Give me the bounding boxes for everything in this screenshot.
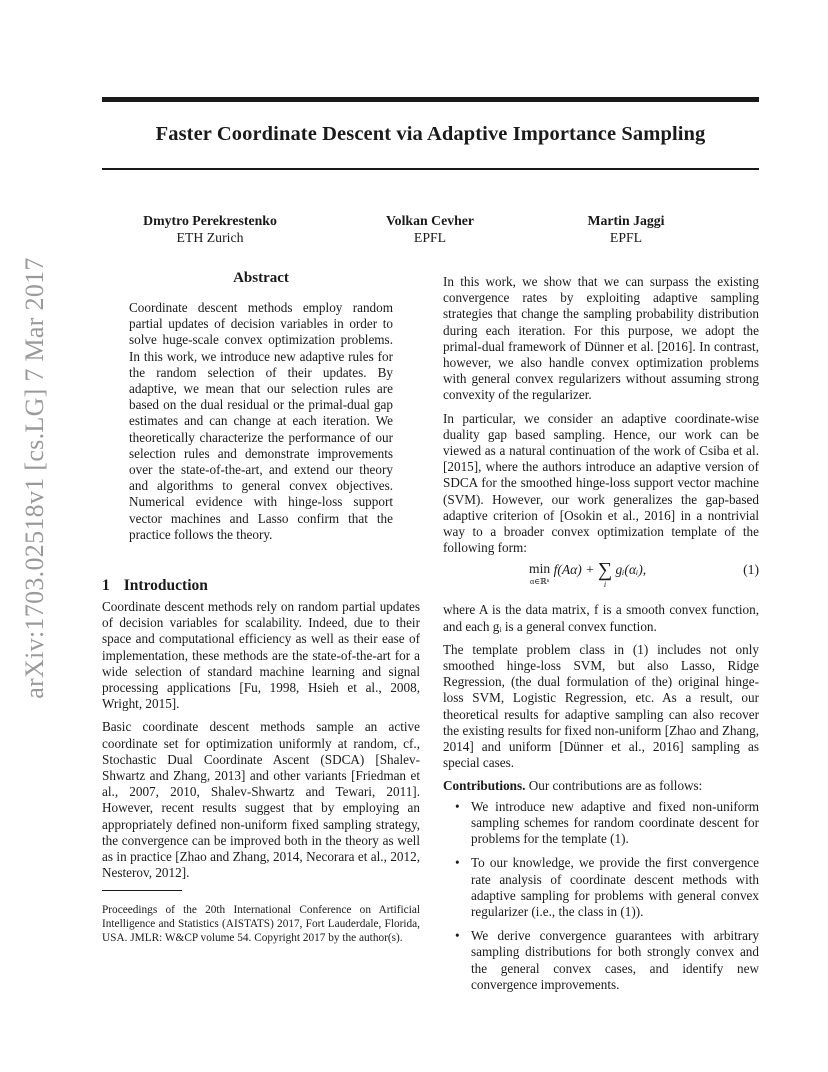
equation-number: (1) bbox=[743, 562, 759, 578]
right-paragraph-4: The template problem class in (1) includes not only smoothed hinge-loss SVM, but also Lasso, Ridge Regression, (the dual formulation of the) original hinge-loss SVM, Logistic Regression, etc. As a result, our theoretical results for adaptive sampling can also recover the existing results for fixed non-uniform [Zhao and Zhang, 2014] and uniform [Dünner et al., 2016] sampling as special cases. bbox=[443, 641, 759, 771]
sum-operator bbox=[597, 559, 613, 591]
min-label: min bbox=[529, 561, 551, 577]
title-bottom-rule bbox=[102, 168, 759, 170]
author-block-3 bbox=[536, 212, 716, 246]
equation-1 bbox=[443, 556, 759, 602]
author-affiliation: EPFL bbox=[413, 230, 447, 245]
bullet-icon: • bbox=[455, 798, 460, 814]
right-paragraph-2: In particular, we consider an adaptive coordinate-wise duality gap based sampling. Hence, our work can be viewed as a natural continuation of the work of Csiba et al. [2015], where the authors introduce an adaptive version of SDCA for the smoothed hinge-loss support vector machine (SVM). However, our work generalizes the gap-based adaptive criterion of [Osokin et al., 2016] in a nontrivial way to a broader convex optimization template of the following form: bbox=[443, 410, 759, 556]
right-column bbox=[443, 274, 759, 1001]
min-operator bbox=[529, 562, 550, 588]
list-item bbox=[455, 928, 759, 993]
intro-paragraph-1: Coordinate descent methods rely on random partial updates of decision variables for scalability. Indeed, due to their space and computational efficiency as well as their ease of implementation, these methods are the state-of-the-art for a wide selection of standard machine learning and signal processing applications [Fu, 1998, Hsieh et al., 2008, Wright, 2015]. bbox=[102, 599, 420, 712]
abstract-text: Coordinate descent methods employ random partial updates of decision variables in order to solve huge-scale convex optimization problems. In this work, we introduce new adaptive rules for the random selection of their updates. By adaptive, we mean that our selection rules are based on the dual residual or the primal-dual gap estimates and can change at each iteration. We theoretically characterize the performance of our selection rules and demonstrate improvements over the state-of-the-art, and extend our theory and algorithms to general convex objectives. Numerical evidence with hinge-loss support vector machines and Lasso confirm that the practice follows the theory. bbox=[129, 300, 393, 542]
arxiv-sidebar bbox=[20, 257, 50, 699]
list-item bbox=[455, 855, 759, 920]
arxiv-identifier: arXiv:1703.02518v1 [cs.LG] 7 Mar 2017 bbox=[20, 257, 49, 699]
section-heading bbox=[102, 577, 420, 595]
contributions-paragraph bbox=[443, 778, 759, 794]
sum-subscript: i bbox=[603, 580, 607, 590]
footnote-text: Proceedings of the 20th International Conference on Artificial Intelligence and Statistics (AISTATS) 2017, Fort Lauderdale, Florida, USA. JMLR: W&CP volume 54. Copyright 2017 by the author(s). bbox=[102, 903, 420, 944]
equation-body bbox=[529, 559, 647, 591]
author-name: Martin Jaggi bbox=[587, 213, 665, 228]
author-block-1 bbox=[120, 212, 300, 246]
author-affiliation: ETH Zurich bbox=[176, 230, 244, 245]
author-block-2 bbox=[340, 212, 520, 246]
list-item-text: We introduce new adaptive and fixed non-uniform sampling schemes for random coordinate descent for problems for the template (1). bbox=[471, 798, 759, 847]
list-item-text: We derive convergence guarantees with arbitrary sampling distributions for both strongly convex and the general convex cases, and identify new convergence improvements. bbox=[471, 928, 759, 992]
bullet-icon: • bbox=[455, 928, 460, 944]
contributions-list bbox=[443, 799, 759, 993]
bullet-icon: • bbox=[455, 855, 460, 871]
list-item-text: To our knowledge, we provide the first convergence rate analysis of coordinate descent methods with adaptive sampling for problems with general convex regularizer (i.e., the class in (1)). bbox=[471, 855, 759, 919]
contributions-intro: Our contributions are as follows: bbox=[528, 778, 703, 794]
right-paragraph-1: In this work, we show that we can surpass the existing convergence rates by exploiting adaptive sampling strategies that change the sampling probability distribution during each iteration. For this purpose, we adopt the primal-dual framework of Dünner et al. [2016]. In contrast, however, we also handle convex optimization problems with general convex regularizers without assuming strong convexity of the regularizer. bbox=[443, 274, 759, 403]
left-column bbox=[102, 270, 420, 956]
section-title: Introduction bbox=[123, 577, 208, 595]
min-subscript: α∈ℝⁿ bbox=[529, 577, 550, 587]
footnote-rule bbox=[102, 890, 182, 891]
intro-paragraph-2: Basic coordinate descent methods sample an active coordinate set for optimization uniformly at random, cf., Stochastic Dual Coordinate Ascent (SDCA) [Shalev-Shwartz and Zhang, 2013] and other variants [Friedman et al., 2007, 2010, Shalev-Shwartz and Tewari, 2011]. However, recent results suggest that by employing an appropriately defined non-uniform fixed sampling strategy, the convergence can be improved both in the theory as well as in practice [Zhao and Zhang, 2014, Necorara et al., 2012, Nesterov, 2012]. bbox=[102, 719, 420, 881]
author-name: Dmytro Perekrestenko bbox=[143, 213, 277, 228]
abstract-heading: Abstract bbox=[233, 270, 289, 286]
author-affiliation: EPFL bbox=[609, 230, 643, 245]
paper-title: Faster Coordinate Descent via Adaptive Importance Sampling bbox=[155, 123, 706, 145]
equation-objective: f(Aα) + bbox=[553, 562, 595, 578]
sum-symbol: ∑ bbox=[597, 559, 613, 582]
right-paragraph-3: where A is the data matrix, f is a smooth convex function, and each gᵢ is a general convex function. bbox=[443, 602, 759, 634]
contributions-heading: Contributions. bbox=[443, 778, 526, 794]
author-name: Volkan Cevher bbox=[385, 213, 475, 228]
section-number: 1 bbox=[102, 577, 110, 595]
equation-term: gᵢ(αᵢ), bbox=[615, 562, 647, 578]
list-item bbox=[455, 798, 759, 848]
title-top-rule bbox=[102, 97, 759, 102]
